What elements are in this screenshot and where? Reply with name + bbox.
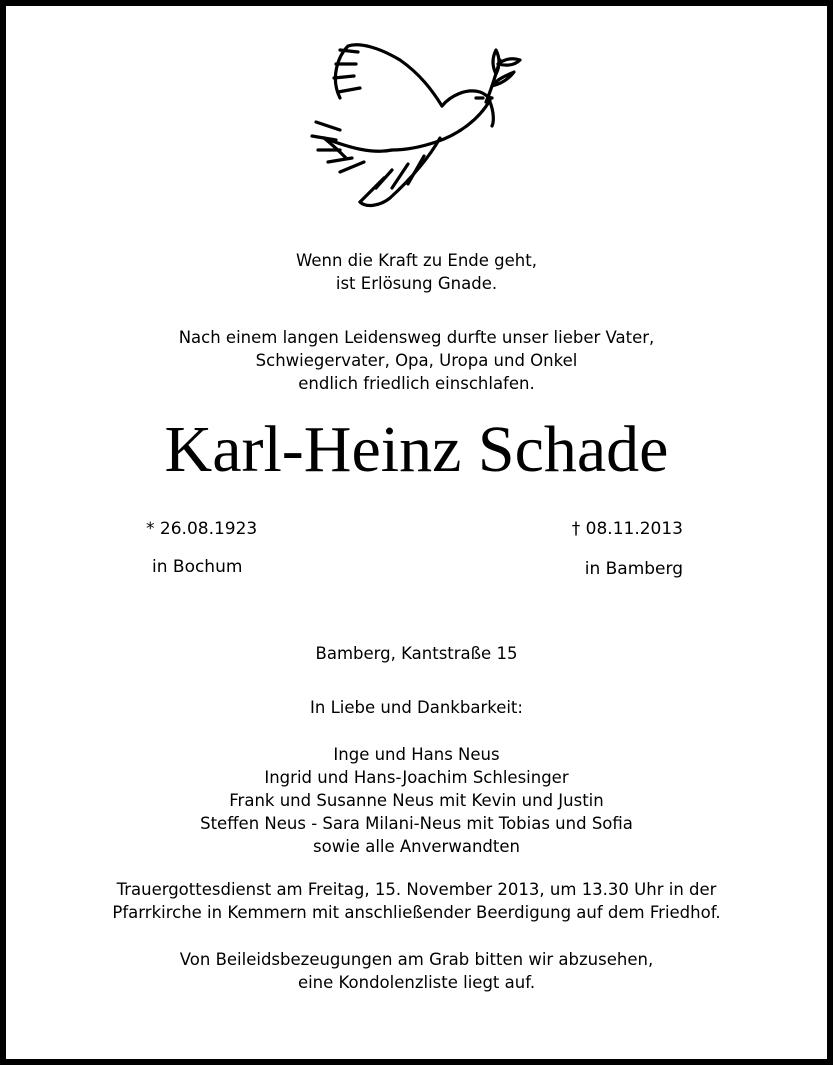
service-line: Pfarrkirche in Kemmern mit anschließender Beerdigung auf dem Friedhof. (112, 903, 721, 922)
service-info (0, 878, 833, 924)
motto-line: ist Erlösung Gnade. (335, 274, 498, 293)
birth-date: * 26.08.1923 (146, 519, 258, 539)
dedication (0, 696, 833, 719)
address (0, 642, 833, 665)
condolence-notice (0, 948, 833, 994)
intro-line: Nach einem langen Leidensweg durfte unser lieber Vater, (178, 328, 655, 347)
death-place: in Bamberg (584, 559, 683, 579)
mourner-line: Ingrid und Hans-Joachim Schlesinger (264, 768, 569, 787)
notice-line: eine Kondolenzliste liegt auf. (297, 973, 536, 992)
mourner-line: sowie alle Anverwandten (313, 837, 520, 856)
mourners-list (0, 743, 833, 858)
dove-icon (300, 38, 530, 218)
mourner-line: Inge und Hans Neus (333, 745, 500, 764)
intro-text (0, 326, 833, 395)
motto (0, 249, 833, 295)
intro-line: endlich friedlich einschlafen. (298, 374, 535, 393)
mourner-line: Frank und Susanne Neus mit Kevin und Justin (229, 791, 604, 810)
address-line: Bamberg, Kantstraße 15 (315, 644, 518, 663)
notice-line: Von Beileidsbezeugungen am Grab bitten wir abzusehen, (179, 950, 654, 969)
death-date: † 08.11.2013 (571, 519, 683, 539)
deceased-name: Karl-Heinz Schade (164, 413, 669, 486)
service-line: Trauergottesdienst am Freitag, 15. November 2013, um 13.30 Uhr in der (116, 880, 717, 899)
dedication-line: In Liebe und Dankbarkeit: (310, 698, 523, 717)
birth-place: in Bochum (152, 557, 243, 577)
motto-line: Wenn die Kraft zu Ende geht, (296, 251, 537, 270)
mourner-line: Steffen Neus - Sara Milani-Neus mit Tobias und Sofia (200, 814, 633, 833)
intro-line: Schwiegervater, Opa, Uropa und Onkel (255, 351, 578, 370)
